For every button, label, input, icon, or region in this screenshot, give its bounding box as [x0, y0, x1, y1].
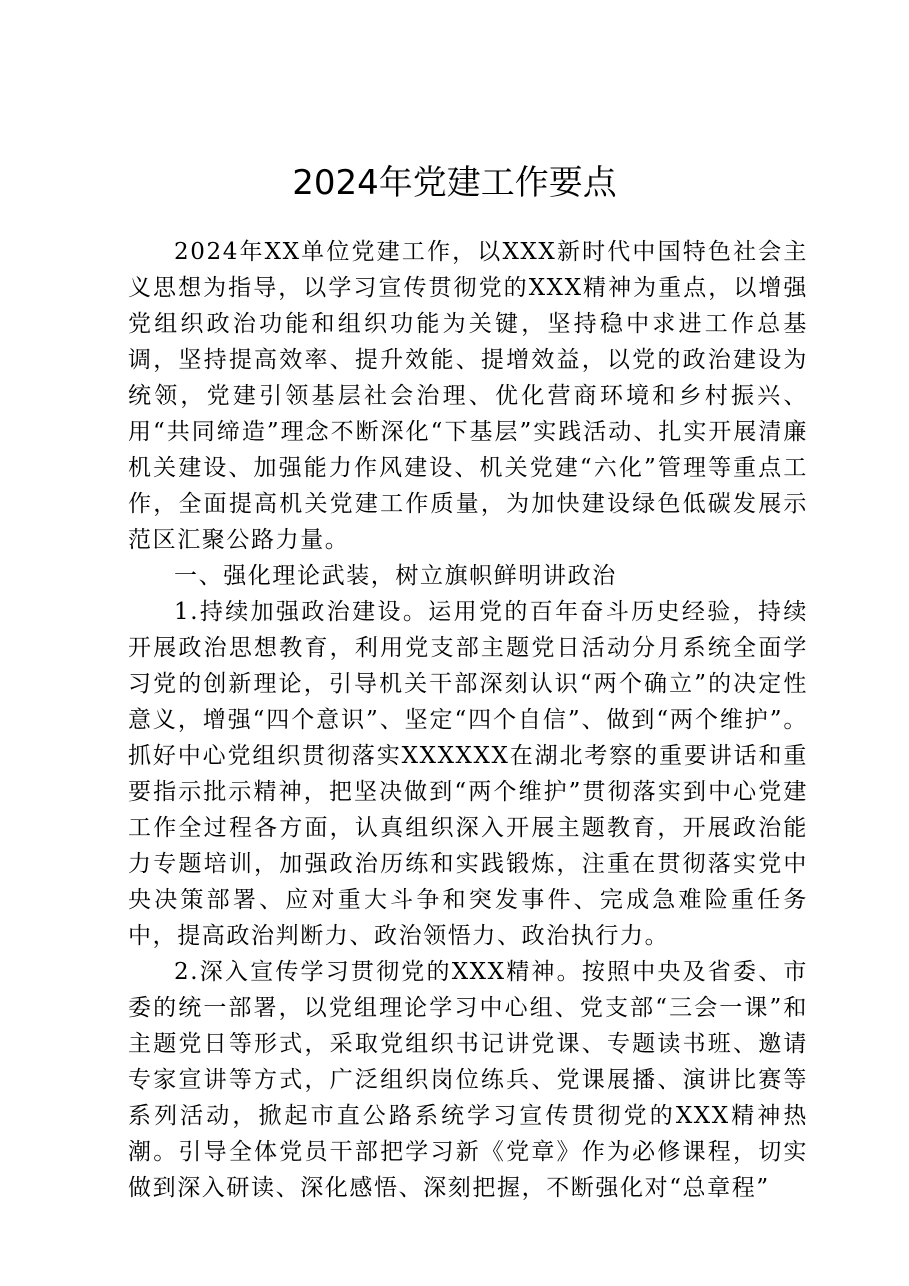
intro-paragraph: 2024年XX单位党建工作，以XXX新时代中国特色社会主义思想为指导，以学习宣传贯彻党的XXX精神为重点，以增强党组织政治功能和组织功能为关键，坚持稳中求进工作总基调，坚持提高效率、提升效能、提增效益，以党的政治建设为统领，党建引领基层社会治理、优化营商环境和乡村振兴、用“共同缔造”理念不断深化“下基层”实践活动、扎实开展清廉机关建设、加强能力作风建设、机关党建“六化”管理等重点工作，全面提高机关党建工作质量，为加快建设绿色低碳发展示范区汇聚公路力量。: [128, 239, 808, 553]
item-2-paragraph: 2.深入宣传学习贯彻党的XXX精神。按照中央及省委、市委的统一部署，以党组理论学习中心组、党支部“三会一课”和主题党日等形式，采取党组织书记讲党课、专题读书班、邀请专家宣讲等方式，广泛组织岗位练兵、党课展播、演讲比赛等系列活动，掀起市直公路系统学习宣传贯彻党的XXX精神热潮。引导全体党员干部把学习新《党章》作为必修课程，切实做到深入研读、深化感悟、深刻把握，不断强化对“总章程”: [128, 959, 808, 1201]
item-1-paragraph: 1.持续加强政治建设。运用党的百年奋斗历史经验，持续开展政治思想教育，利用党支部主题党日活动分月系统全面学习党的创新理论，引导机关干部深刻认识“两个确立”的决定性意义，增强“四个意识”、坚定“四个自信”、做到“两个维护”。抓好中心党组织贯彻落实XXXXXX在湖北考察的重要讲话和重要指示批示精神，把坚决做到“两个维护”贯彻落实到中心党建工作全过程各方面，认真组织深入开展主题教育，开展政治能力专题培训，加强政治历练和实践锻炼，注重在贯彻落实党中央决策部署、应对重大斗争和突发事件、完成急难险重任务中，提高政治判断力、政治领悟力、政治执行力。: [128, 599, 808, 949]
document-body: [128, 234, 808, 1206]
document-title: 2024年党建工作要点: [292, 163, 617, 203]
section-heading-1: 一、强化理论武装，树立旗帜鲜明讲政治: [174, 563, 617, 589]
